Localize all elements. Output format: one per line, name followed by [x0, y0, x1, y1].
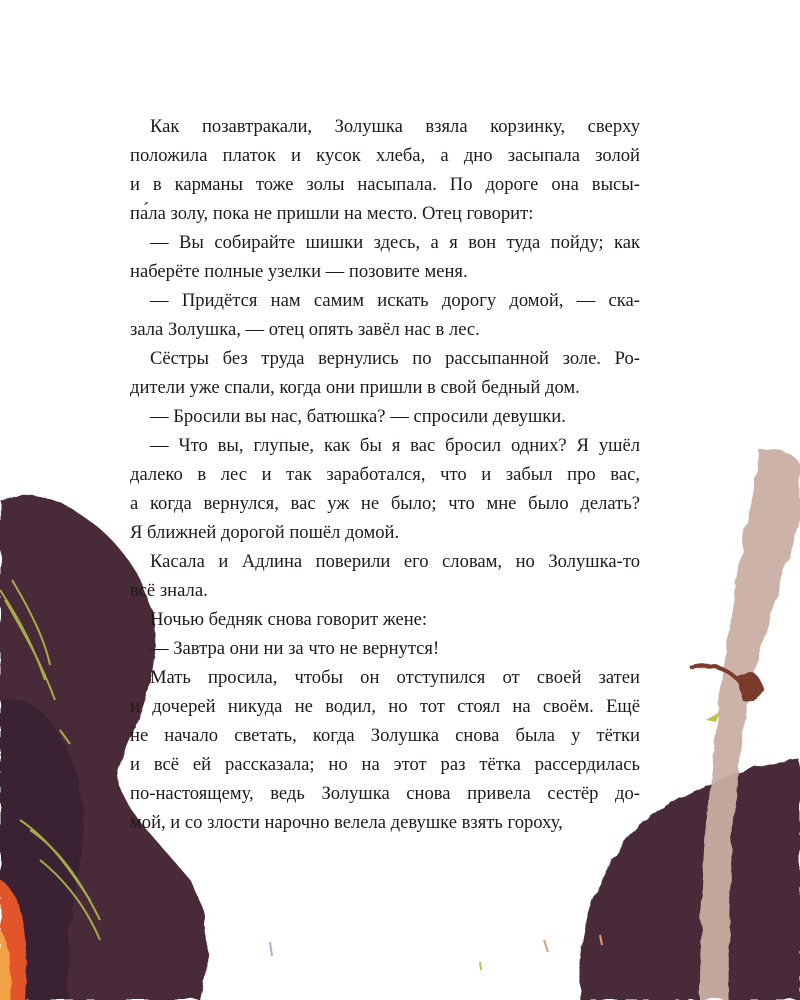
paragraph	[130, 431, 640, 547]
paragraph	[130, 344, 640, 402]
story-text	[130, 112, 640, 837]
text-line: Ночью бедняк снова говорит жене:	[150, 609, 428, 630]
paragraph	[130, 112, 640, 228]
paragraph	[130, 547, 640, 605]
text-line: и всё ей рассказала; но на этот раз тётка рассердилась	[130, 754, 640, 775]
text-line: — Что вы, глупые, как бы я вас бросил одних? Я ушёл	[150, 435, 640, 456]
paragraph	[130, 605, 640, 634]
text-line: Касала и Адлина поверили его словам, но Золушка-то	[150, 551, 640, 572]
text-line: положила платок и кусок хлеба, а дно засыпала золой	[130, 145, 640, 166]
paragraph	[130, 228, 640, 286]
paragraph	[130, 286, 640, 344]
text-line: зала Золушка, — отец опять завёл нас в лес.	[130, 319, 480, 340]
paragraph	[130, 634, 640, 663]
text-line: мой, и со злости нарочно велела девушке взять гороху,	[130, 812, 563, 833]
text-line: по-настоящему, ведь Золушка снова привела сестёр до-	[130, 783, 640, 804]
text-line: — Вы собирайте шишки здесь, а я вон туда пойду; как	[150, 232, 640, 253]
text-line: и дочерей никуда не водил, но тот стоял на своём. Ещё	[130, 696, 640, 717]
text-line: Мать просила, чтобы он отступился от своей затеи	[150, 667, 640, 688]
text-line: а когда вернулся, вас уж не было; что мне было делать?	[130, 493, 640, 514]
text-line: Как позавтракали, Золушка взяла корзинку, сверху	[150, 116, 640, 137]
text-line: далеко в лес и так заработался, что и забыл про вас,	[130, 464, 640, 485]
text-line: Сёстры без труда вернулись по рассыпанной золе. Ро-	[150, 348, 640, 369]
text-line: и в карманы тоже золы насыпала. По дороге она высы-	[130, 174, 640, 195]
text-line: всё знала.	[130, 580, 208, 601]
paragraph	[130, 402, 640, 431]
text-line: — Бросили вы нас, батюшка? — спросили девушки.	[150, 406, 566, 427]
text-line: дители уже спали, когда они пришли в свой бедный дом.	[130, 377, 580, 398]
text-line: па́ла золу, пока не пришли на место. Отец говорит:	[130, 203, 534, 224]
text-line: не начало светать, когда Золушка снова была у тётки	[130, 725, 640, 746]
text-line: наберёте полные узелки — позовите меня.	[130, 261, 468, 282]
text-line: Я ближней дорогой пошёл домой.	[130, 522, 400, 543]
text-line: — Завтра они ни за что не вернутся!	[150, 638, 440, 659]
paragraph	[130, 663, 640, 837]
text-line: — Придётся нам самим искать дорогу домой, — ска-	[150, 290, 640, 311]
